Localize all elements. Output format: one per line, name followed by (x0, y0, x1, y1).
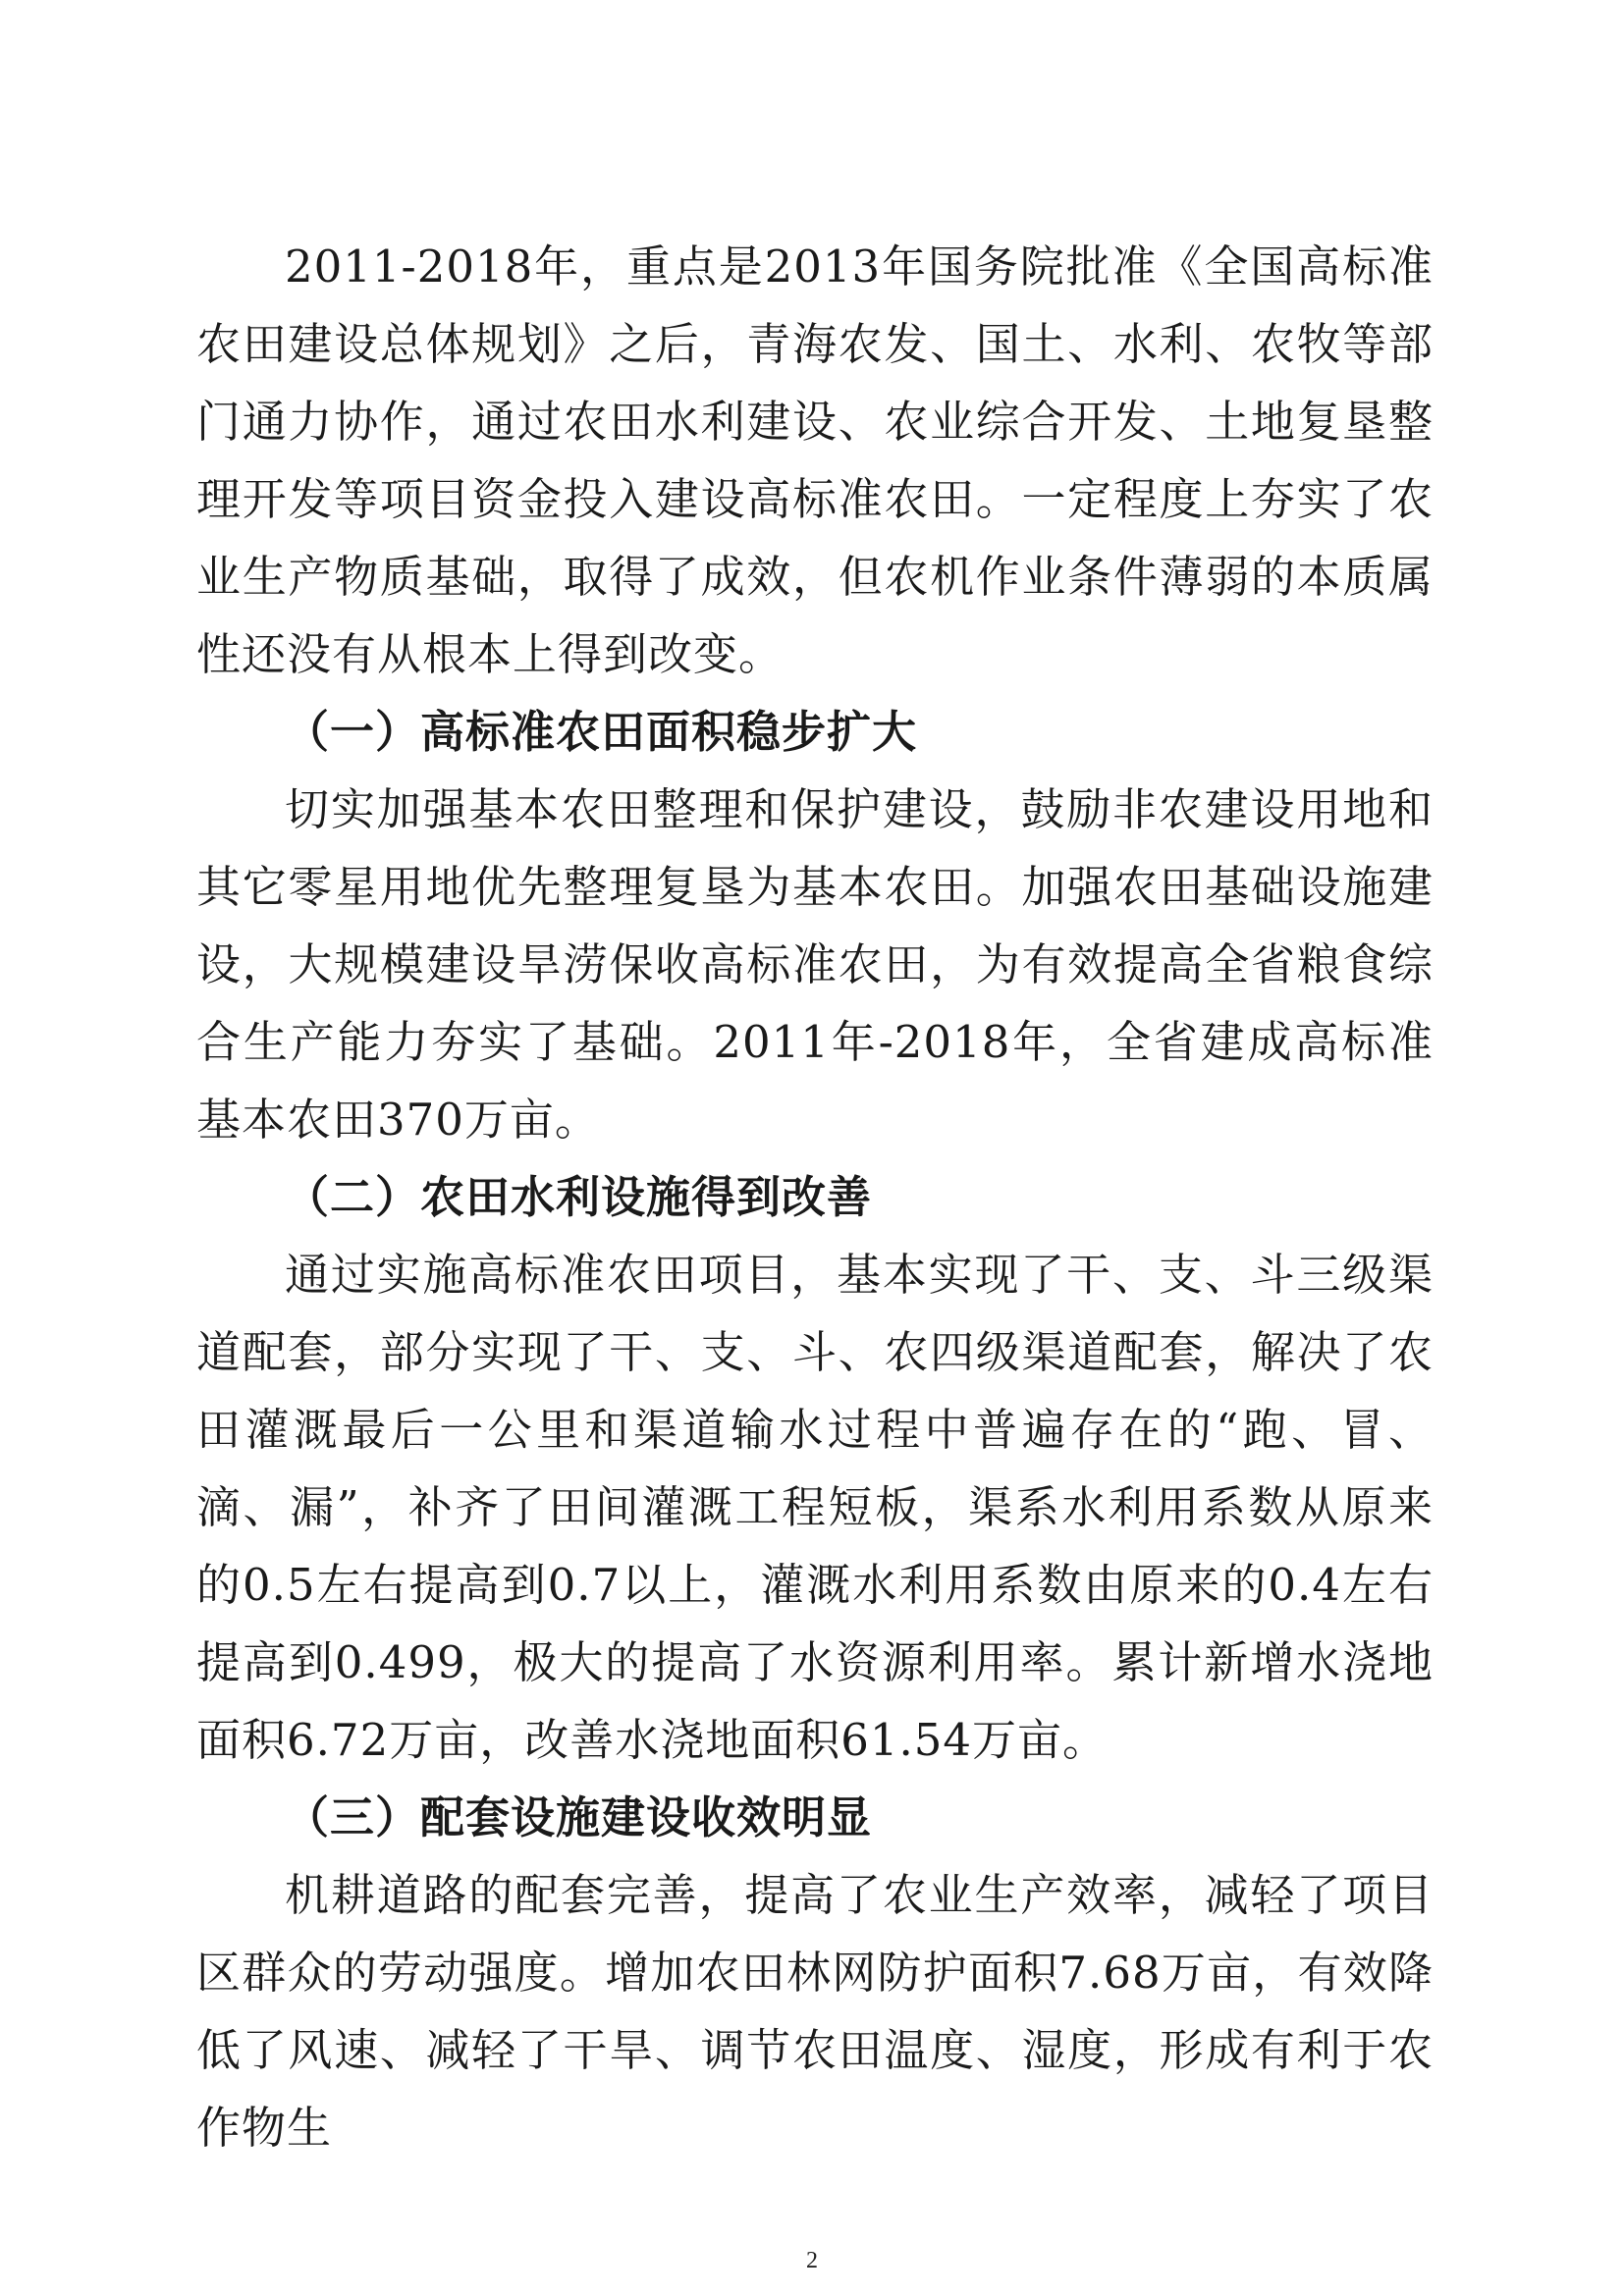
section-1-heading: （一）高标准农田面积稳步扩大 (285, 706, 918, 758)
intro-paragraph: 2011-2018年，重点是2013年国务院批准《全国高标准农田建设总体规划》之后，青海农发、国土、水利、农牧等部门通力协作，通过农田水利建设、农业综合开发、土地复垦整理开发等项目资金投入建设高标准农田。一定程度上夯实了农业生产物质基础，取得了成效，但农机作业条件薄弱的本质属性还没有从根本上得到改变。 (196, 240, 1434, 680)
section-2-paragraph: 通过实施高标准农田项目，基本实现了干、支、斗三级渠道配套，部分实现了干、支、斗、农四级渠道配套，解决了农田灌溉最后一公里和渠道输水过程中普遍存在的“跑、冒、滴、漏”，补齐了田间灌溉工程短板，渠系水利用系数从原来的0.5左右提高到0.7以上，灌溉水利用系数由原来的0.4左右提高到0.499，极大的提高了水资源利用率。累计新增水浇地面积6.72万亩，改善水浇地面积61.54万亩。 (196, 1249, 1434, 1766)
document-body (196, 228, 1434, 2166)
page-number: 2 (806, 2248, 818, 2273)
section-2-heading: （二）农田水利设施得到改善 (285, 1171, 873, 1223)
section-3-heading: （三）配套设施建设收效明显 (285, 1791, 873, 1843)
section-1-paragraph: 切实加强基本农田整理和保护建设，鼓励非农建设用地和其它零星用地优先整理复垦为基本农田。加强农田基础设施建设，大规模建设旱涝保收高标准农田，为有效提高全省粮食综合生产能力夯实了基础。2011年-2018年，全省建成高标准基本农田370万亩。 (196, 783, 1434, 1146)
section-3-paragraph: 机耕道路的配套完善，提高了农业生产效率，减轻了项目区群众的劳动强度。增加农田林网防护面积7.68万亩，有效降低了风速、减轻了干旱、调节农田温度、湿度，形成有利于农作物生 (196, 1869, 1434, 2154)
